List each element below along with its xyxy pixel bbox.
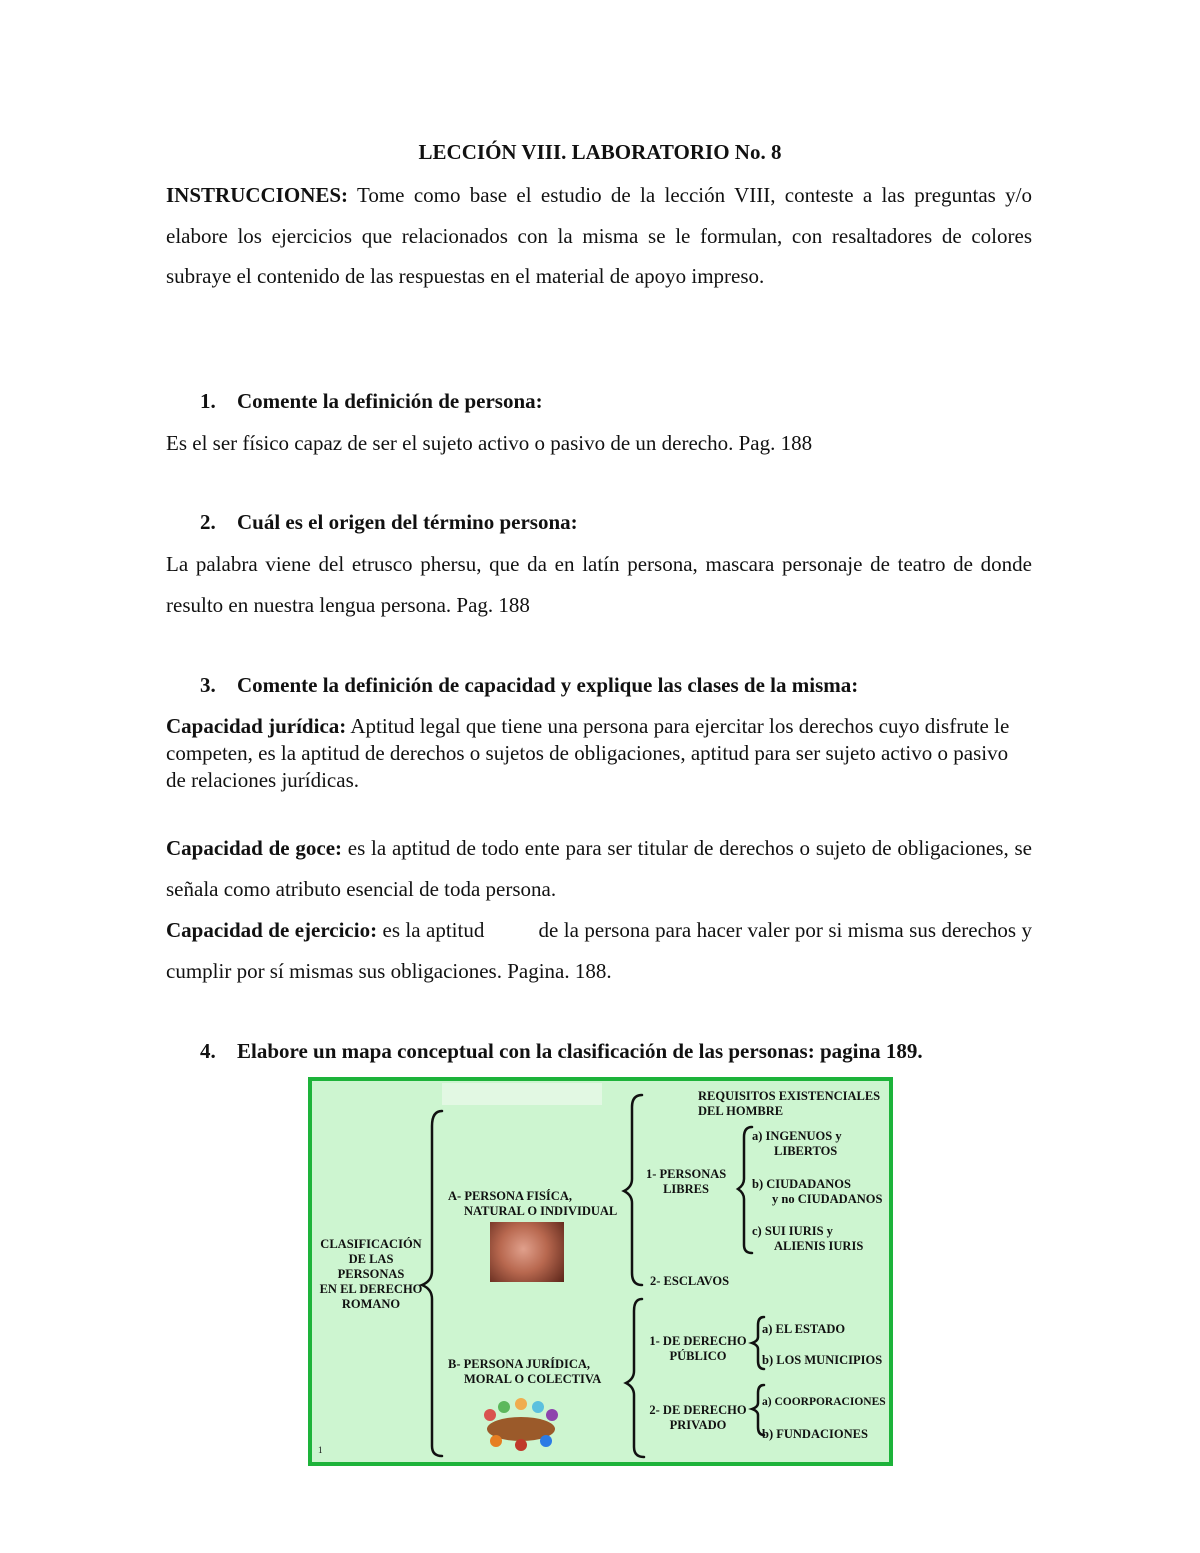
root-line: DE LAS [348,1252,394,1266]
persona-fisica-label [448,1189,617,1219]
question-3 [200,673,858,698]
sui-iuris-label [752,1224,863,1254]
question-text: Elabore un mapa conceptual con la clasificación de las personas: pagina 189. [237,1039,923,1063]
root-line: PERSONAS [337,1267,405,1281]
meeting-illustration [476,1393,566,1451]
requisitos-line2: DEL HOMBRE [698,1104,784,1118]
question-4 [200,1039,923,1064]
derecho-privado-label [646,1403,750,1433]
sui-iuris-line2: ALIENIS IURIS [774,1239,864,1253]
slide-number: 1 [318,1445,323,1455]
municipios-label: b) LOS MUNICIPIOS [762,1353,883,1367]
persona-fisica-line2: NATURAL O INDIVIDUAL [464,1204,618,1218]
capacidad-goce-text: es la aptitud de todo ente para ser titular de derechos o sujeto de obligaciones, se señala como atributo esencial de toda persona. [166,836,1032,901]
capacidad-ejercicio-text: es la aptitud de la persona para hacer valer por si misma sus derechos y cumplir por sí mismas sus obligaciones. Pagina. 188. [166,918,1038,983]
question-2 [200,510,578,535]
ciudadanos-line2: y no CIUDADANOS [772,1192,883,1206]
persona-fisica-brace [624,1095,642,1285]
question-1 [200,389,543,414]
question-number: 4. [200,1039,216,1063]
personas-libres-line1: 1- PERSONAS [646,1167,727,1181]
derecho-publico-line1: 1- DE DERECHO [649,1334,747,1348]
persona-fisica-line1: A- PERSONA FISÍCA, [448,1189,572,1203]
root-line: CLASIFICACIÓN [320,1237,422,1251]
fundaciones-label: b) FUNDACIONES [762,1427,868,1441]
question-text: Comente la definición de capacidad y explique las clases de la misma: [237,673,859,697]
personas-libres-brace [738,1127,752,1253]
capacidad-juridica-label: Capacidad jurídica: [166,714,347,738]
instructions-paragraph [166,175,1032,297]
personas-libres-line2: LIBRES [663,1182,709,1196]
instructions-label: INSTRUCCIONES: [166,183,349,207]
capacidad-goce-label: Capacidad de goce: [166,836,343,860]
derecho-privado-line1: 2- DE DERECHO [649,1403,747,1417]
map-root-label [314,1237,428,1312]
estado-label: a) EL ESTADO [762,1322,846,1336]
baby-photo [490,1222,564,1282]
ingenuos-line2: LIBERTOS [774,1144,838,1158]
question-text: Comente la definición de persona: [237,389,543,413]
capacidad-ejercicio-paragraph [166,910,1038,991]
ingenuos-line1: a) INGENUOS y [752,1129,842,1143]
ciudadanos-label [752,1177,882,1207]
concept-map [308,1077,893,1466]
derecho-privado-line2: PRIVADO [669,1418,727,1432]
persona-juridica-brace [626,1299,644,1457]
question-number: 3. [200,673,216,697]
derecho-publico-line2: PÚBLICO [669,1349,727,1363]
sui-iuris-line1: c) SUI IURIS y [752,1224,833,1238]
capacidad-ejercicio-label: Capacidad de ejercicio: [166,918,378,942]
root-line: EN EL DERECHO [319,1282,423,1296]
instructions-text: Tome como base el estudio de la lección VIII, conteste a las preguntas y/o elabore los ejercicios que relacionados con la misma se le formulan, con resaltadores de colores subraye el contenido de las respuestas en el material de apoyo impreso. [166,183,1032,289]
answer-1: Es el ser físico capaz de ser el sujeto activo o pasivo de un derecho. Pag. 188 [166,431,813,455]
page-title: LECCIÓN VIII. LABORATORIO No. 8 [418,140,782,164]
ciudadanos-line1: b) CIUDADANOS [752,1177,851,1191]
esclavos-label: 2- ESCLAVOS [650,1274,730,1288]
derecho-publico-label [646,1334,750,1364]
question-number: 2. [200,510,216,534]
persona-juridica-line2: MORAL O COLECTIVA [464,1372,602,1386]
capacidad-goce-paragraph [166,828,1032,909]
requisitos-line1: REQUISITOS EXISTENCIALES [698,1089,881,1103]
personas-libres-label [646,1167,726,1197]
ingenuos-label [752,1129,842,1159]
question-number: 1. [200,389,216,413]
question-text: Cuál es el origen del término persona: [237,510,578,534]
answer-2: La palabra viene del etrusco phersu, que da en latín persona, mascara personaje de teatro de donde resulto en nuestra lengua persona. Pag. 188 [166,552,1032,617]
requisitos-label [698,1089,880,1119]
persona-juridica-label [448,1357,601,1387]
root-line: ROMANO [341,1297,401,1311]
capacidad-juridica-text: Aptitud legal que tiene una persona para ejercitar los derechos cuyo disfrute le competen, es la aptitud de derechos o sujetos de obligaciones, aptitud para ser sujeto activo o pasivo de relaciones jurídicas. [166,714,1010,792]
persona-juridica-line1: B- PERSONA JURÍDICA, [448,1357,591,1371]
corporaciones-label: a) COORPORACIONES [762,1396,886,1408]
capacidad-juridica-paragraph [166,713,1032,794]
